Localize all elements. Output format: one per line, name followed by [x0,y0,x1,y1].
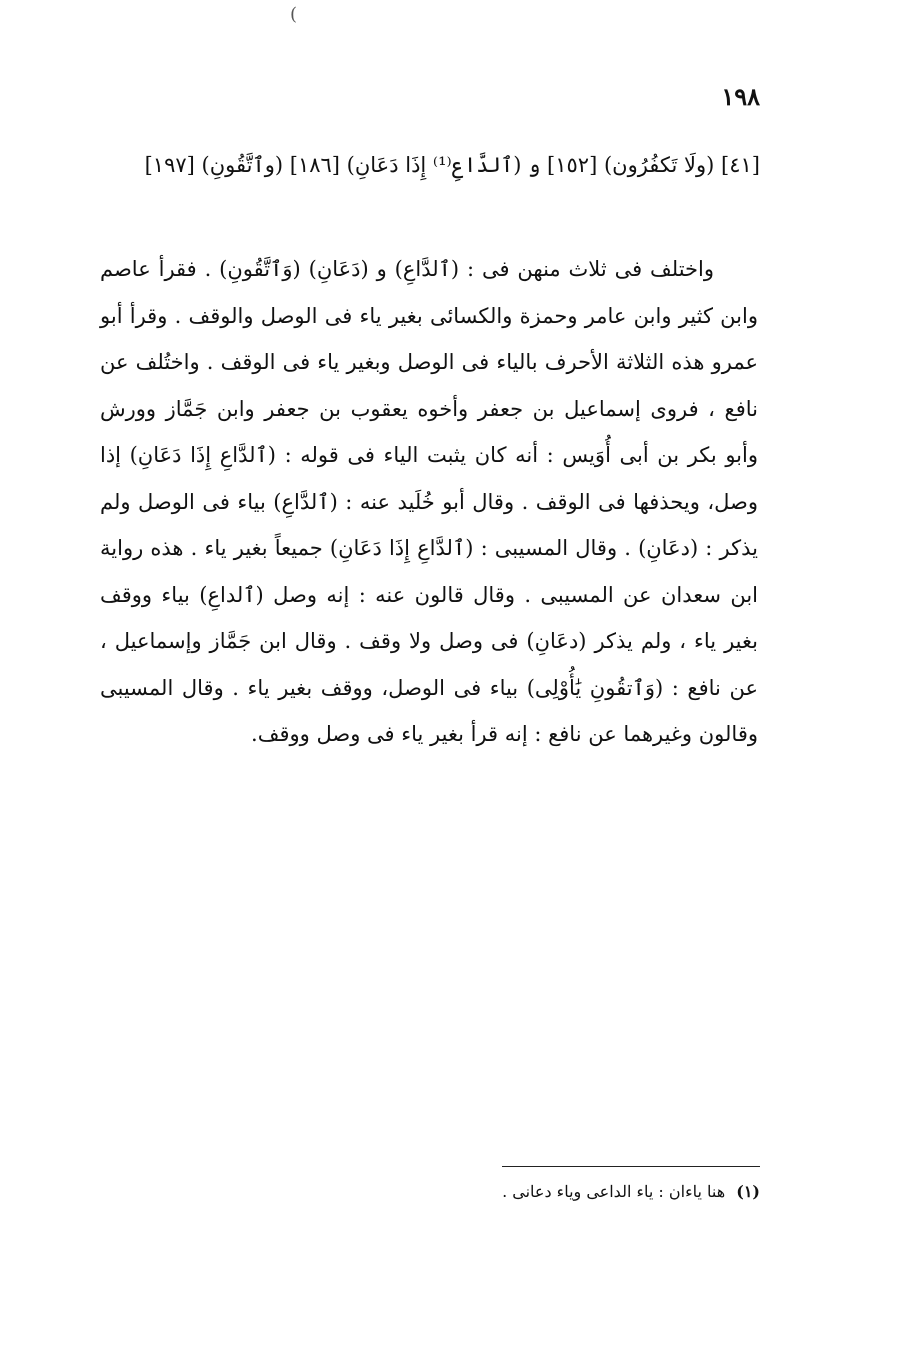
footnote [360,1178,760,1206]
main-text [100,246,758,758]
main-paragraph: واختلف فى ثلاث منهن فى : (ٱلدَّاعِ) و (دَعَانِ) (وَٱتَّقُونِ) . فقرأ عاصم وابن كثير وابن عامر وحمزة والكسائى بغير ياء فى الوصل والوقف . وقرأ أبو عمرو هذه الثلاثة الأحرف بالياء فى الوصل وبغير ياء فى الوقف . واختُلف عن نافع ، فروى إسماعيل بن جعفر وأخوه يعقوب بن جعفر وابن جَمَّاز وورش وأبو بكر بن أبى أُوَيس : أنه كان يثبت الياء فى قوله : (ٱلدَّاعِ إِذَا دَعَانِ) إذا وصل، ويحذفها فى الوقف . وقال أبو خُلَيد عنه : (ٱلدَّاعِ) بياء فى الوصل ولم يذكر : (دعَانِ) . وقال المسيبى : (ٱلدَّاعِ إِذَا دَعَانِ) جميعاً بغير ياء . هذه رواية ابن سعدان عن المسيبى . وقال قالون عنه : إنه وصل (ٱلداعِ) بياء ووقف بغير ياء ، ولم يذكر (دعَانِ) فى وصل ولا وقف . وقال ابن جَمَّاز وإسماعيل ، عن نافع : (وَٱتقُونِ يَٰأُوْلِى) بياء فى الوصل، ووقف بغير ياء . وقال المسيبى وقالون وغيرهما عن نافع : إنه قرأ بغير ياء فى وصل ووقف. [100,257,758,746]
verse-references: [٤١] (ولَا تَكفُرُون) [١٥٢] و (ٱلدَّاعِ⁽¹⁾ إِذَا دَعَانِ) [١٨٦] (وٱتَّقُونِ) [١٩٧] [144,153,760,177]
footnote-text: هنا ياءان : ياء الداعى وياء دعانى . [502,1182,726,1201]
page-number: ١٩٨ [721,82,760,111]
footnote-divider [502,1166,760,1167]
top-margin-mark: ( [290,4,298,25]
footnote-number: (١) [736,1182,760,1201]
